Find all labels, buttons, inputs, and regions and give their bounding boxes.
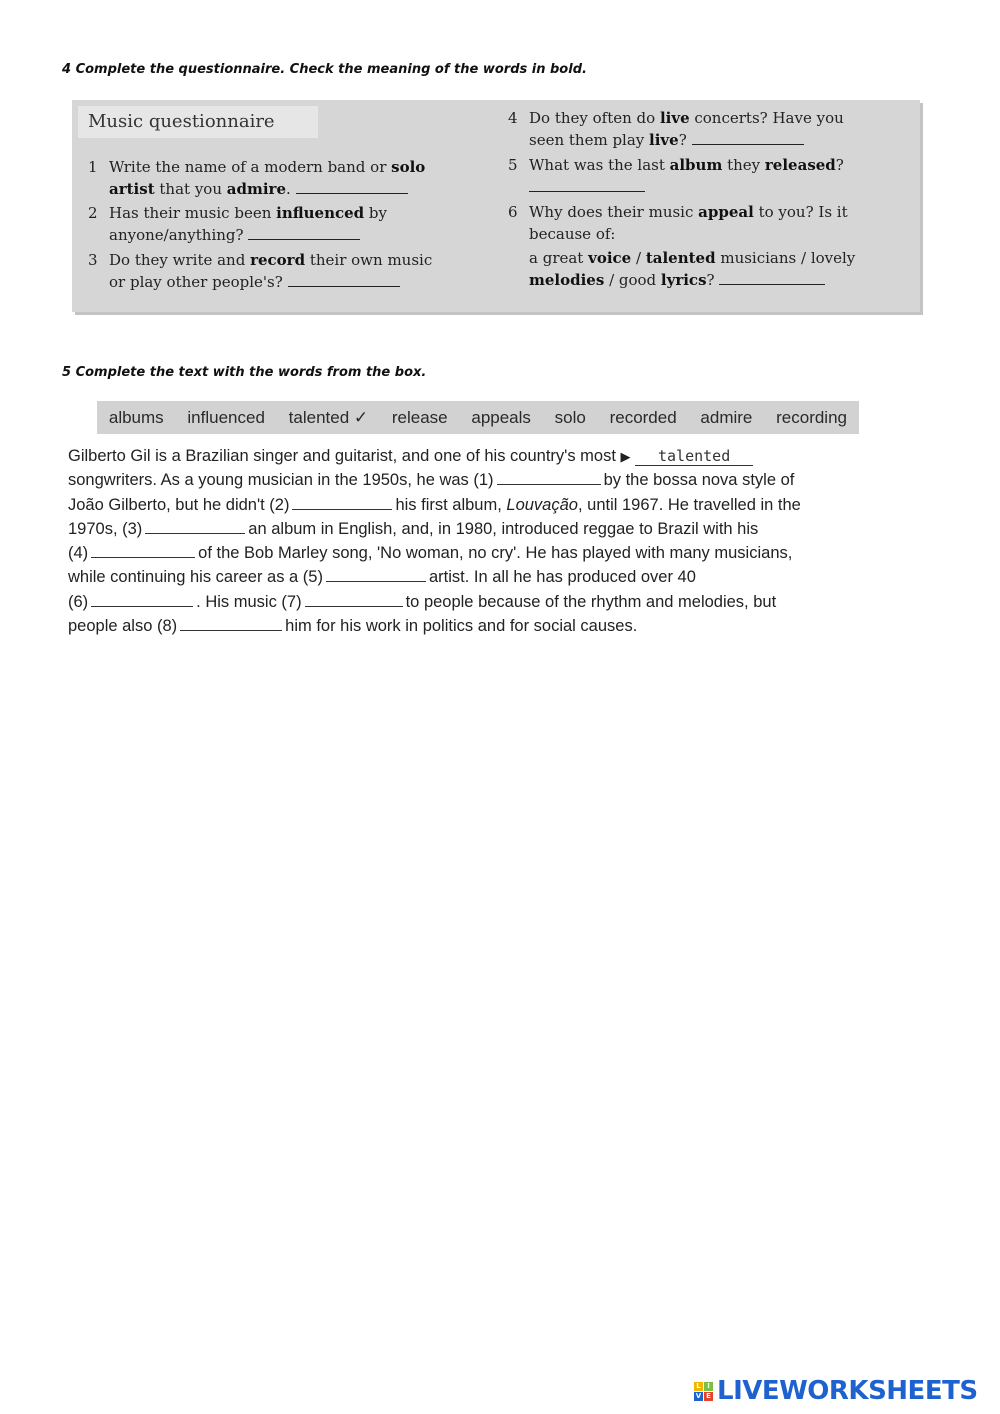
word-item: appeals	[471, 407, 531, 427]
text: by	[364, 204, 388, 222]
text: Write the name of a modern band or	[109, 158, 392, 176]
text: , until 1967. He travelled in the	[577, 495, 801, 514]
bold-word: influenced	[276, 204, 365, 222]
text: songwriters. As a young musician in the 1950s, he was (1)	[68, 471, 494, 490]
question-text	[529, 107, 844, 151]
text: a great	[529, 249, 589, 267]
answer-blank-2[interactable]	[292, 496, 392, 510]
answer-blank-q4[interactable]	[692, 130, 804, 145]
text: . His music (7)	[196, 592, 302, 611]
text-line	[68, 590, 801, 614]
text: Do they often do	[529, 109, 660, 127]
answer-blank-1[interactable]	[497, 471, 601, 485]
logo-text: LIVEWORKSHEETS	[717, 1376, 978, 1406]
question-text	[529, 154, 844, 198]
text: seen them play	[529, 131, 650, 149]
text: him for his work in politics and for social causes.	[285, 617, 638, 636]
text: ?	[706, 271, 715, 289]
music-questionnaire-box	[72, 100, 920, 312]
text-line	[68, 614, 801, 638]
text: 1970s, (3)	[68, 519, 143, 538]
question-text	[109, 202, 387, 246]
word-item: recorded	[609, 407, 677, 427]
answer-blank-8[interactable]	[180, 617, 282, 631]
text-line	[68, 541, 801, 565]
bold-word: admire	[226, 180, 286, 198]
text: concerts? Have you	[689, 109, 844, 127]
text: of the Bob Marley song, 'No woman, no cry'. He has played with many musicians,	[198, 544, 793, 563]
text: that you	[154, 180, 227, 198]
question-number: 4	[508, 109, 518, 127]
answer-blank-7[interactable]	[305, 593, 403, 607]
text: or play other people's?	[109, 273, 283, 291]
question-number: 2	[88, 204, 98, 222]
text: Why does their music	[529, 203, 699, 221]
text: What was the last	[529, 156, 670, 174]
answer-blank-6[interactable]	[91, 593, 193, 607]
word-item: recording	[776, 407, 847, 427]
question-text	[529, 201, 855, 291]
word-item: solo	[554, 407, 586, 427]
answer-blank-q5[interactable]	[529, 177, 645, 192]
question-number: 5	[508, 156, 518, 174]
questionnaire-title: Music questionnaire	[78, 106, 318, 138]
bold-word: album	[669, 156, 723, 174]
question-text	[109, 249, 432, 293]
text: João Gilberto, but he didn't (2)	[68, 495, 290, 514]
bold-word: appeal	[698, 203, 754, 221]
bold-word: solo	[391, 158, 426, 176]
text-line	[68, 493, 801, 517]
example-answer: talented	[635, 447, 753, 466]
bold-word: artist	[109, 180, 155, 198]
text: ?	[835, 156, 844, 174]
question-number: 6	[508, 203, 518, 221]
word-item: albums	[108, 407, 164, 427]
answer-blank-q3[interactable]	[288, 272, 400, 287]
text-line	[68, 444, 801, 468]
text-line	[68, 517, 801, 541]
bold-word: melodies	[529, 271, 605, 289]
question-number: 1	[88, 158, 98, 176]
word-item: influenced	[187, 407, 265, 427]
answer-blank-4[interactable]	[91, 544, 195, 558]
text: anyone/anything?	[109, 226, 244, 244]
answer-blank-q1[interactable]	[296, 179, 408, 194]
text: because of:	[529, 225, 616, 243]
logo-letter: I	[704, 1382, 713, 1391]
liveworksheets-logo[interactable]	[694, 1376, 978, 1406]
text: by the bossa nova style of	[603, 471, 795, 490]
text: his first album,	[395, 495, 507, 514]
bold-word: live	[659, 109, 690, 127]
text: to you? Is it	[753, 203, 848, 221]
text: artist. In all he has produced over 40	[428, 568, 696, 587]
gap-fill-text	[68, 444, 801, 638]
text: Do they write and	[109, 251, 251, 269]
text: to people because of the rhythm and melodies, but	[405, 592, 777, 611]
text-line	[68, 565, 801, 589]
text: / good	[604, 271, 661, 289]
logo-letter: L	[694, 1382, 703, 1391]
text: musicians / lovely	[715, 249, 856, 267]
answer-blank-q6[interactable]	[719, 270, 825, 285]
exercise-4-heading: 4 Complete the questionnaire. Check the meaning of the words in bold.	[62, 62, 587, 77]
text: their own music	[305, 251, 433, 269]
bold-word: live	[649, 131, 679, 149]
answer-blank-q2[interactable]	[248, 225, 360, 240]
bold-word: released	[764, 156, 836, 174]
word-box	[97, 401, 859, 434]
text: Gilberto Gil is a Brazilian singer and guitarist, and one of his country's most	[68, 447, 616, 465]
text: people also (8)	[68, 617, 178, 636]
text: an album in English, and, in 1980, introduced reggae to Brazil with his	[248, 519, 759, 538]
text: they	[722, 156, 765, 174]
exercise-5-heading: 5 Complete the text with the words from the box.	[62, 365, 427, 380]
text: while continuing his career as a (5)	[68, 568, 323, 587]
logo-letter: E	[704, 1392, 713, 1401]
text: /	[631, 249, 646, 267]
word-item: admire	[700, 407, 753, 427]
bold-word: record	[250, 251, 306, 269]
album-title: Louvação	[506, 495, 578, 514]
question-number: 3	[88, 251, 98, 269]
logo-letter: V	[695, 1391, 702, 1400]
question-text	[109, 156, 425, 200]
answer-blank-3[interactable]	[145, 520, 245, 534]
text: Has their music been	[109, 204, 277, 222]
text-line	[68, 468, 801, 492]
text: (6)	[68, 592, 89, 611]
word-item: talented ✓	[288, 407, 369, 427]
play-arrow-icon: ▶	[620, 449, 631, 464]
text: .	[286, 180, 291, 198]
liveworksheets-icon	[694, 1382, 713, 1401]
bold-word: talented	[645, 249, 716, 267]
text: ?	[678, 131, 687, 149]
bold-word: voice	[588, 249, 632, 267]
text: (4)	[68, 544, 89, 563]
word-item: release	[391, 407, 448, 427]
bold-word: lyrics	[660, 271, 707, 289]
answer-blank-5[interactable]	[326, 568, 426, 582]
